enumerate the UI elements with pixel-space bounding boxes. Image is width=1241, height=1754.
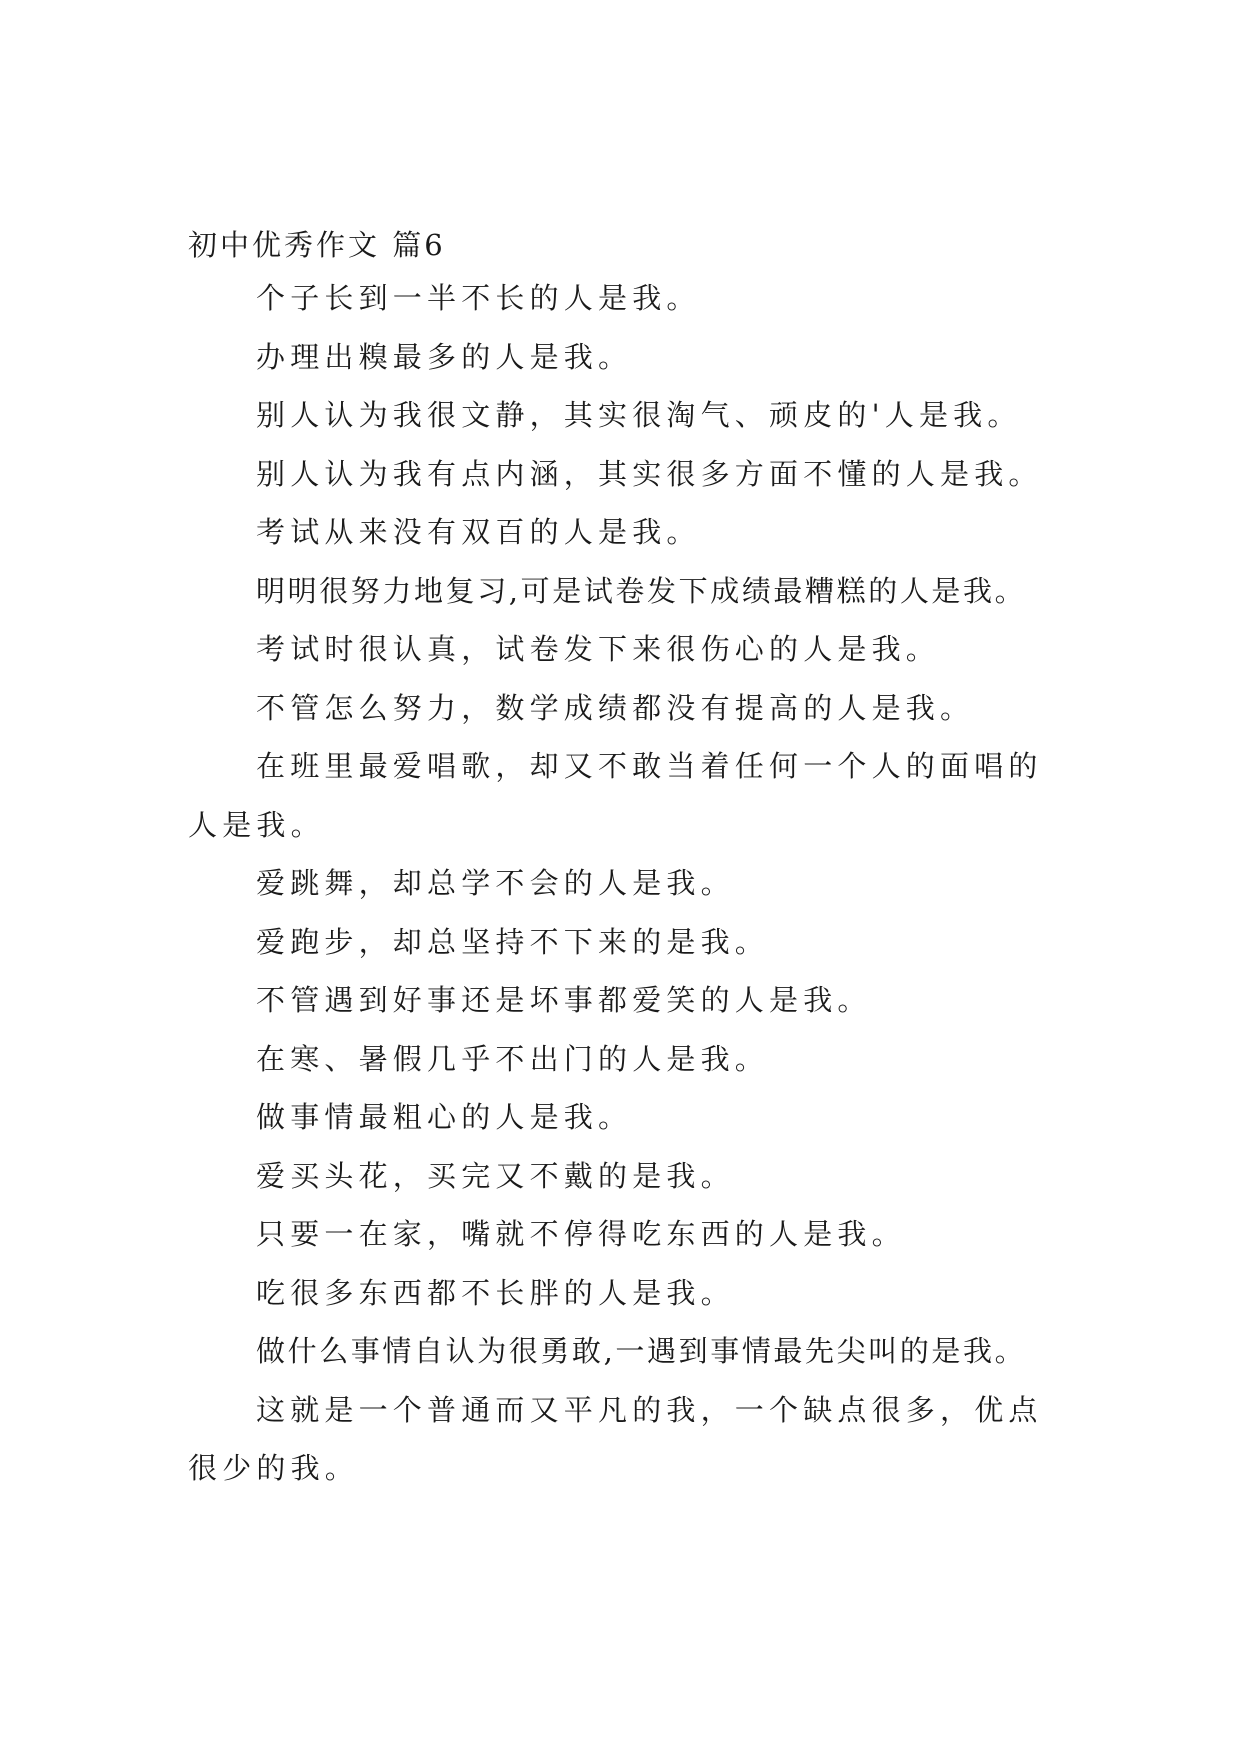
- paragraph: 在寒、暑假几乎不出门的人是我。: [256, 1041, 770, 1076]
- paragraph: 爱跑步，却总坚持不下来的是我。: [256, 924, 770, 959]
- paragraph: 在班里最爱唱歌，却又不敢当着任何一个人的面唱的人是我。: [188, 749, 1043, 842]
- paragraph: 个子长到一半不长的人是我。: [256, 281, 701, 315]
- paragraph: 明明很努力地复习,可是试卷发下成绩最糟糕的人是我。: [256, 573, 1027, 608]
- paragraph: 考试从来没有双百的人是我。: [256, 515, 701, 549]
- paragraph: 爱买头花，买完又不戴的是我。: [256, 1158, 735, 1193]
- paragraph: 别人认为我有点内涵，其实很多方面不懂的人是我。: [256, 456, 1043, 491]
- paragraph: 只要一在家，嘴就不停得吃东西的人是我。: [256, 1217, 906, 1251]
- essay-title: 初中优秀作文 篇6: [188, 228, 446, 262]
- paragraph: 考试时很认真，试卷发下来很伤心的人是我。: [256, 632, 941, 666]
- paragraph: 做事情最粗心的人是我。: [256, 1100, 633, 1134]
- paragraph: 别人认为我很文静，其实很淘气、顽皮的'人是我。: [256, 398, 1022, 432]
- paragraph: 不管遇到好事还是坏事都爱笑的人是我。: [256, 983, 872, 1017]
- paragraph: 这就是一个普通而又平凡的我，一个缺点很多，优点很少的我。: [188, 1392, 1043, 1485]
- paragraph: 不管怎么努力，数学成绩都没有提高的人是我。: [256, 690, 975, 725]
- paragraph: 吃很多东西都不长胖的人是我。: [256, 1275, 735, 1310]
- paragraph: 做什么事情自认为很勇敢,一遇到事情最先尖叫的是我。: [256, 1334, 1027, 1368]
- essay-body: [188, 222, 1058, 1498]
- paragraph: 爱跳舞，却总学不会的人是我。: [256, 866, 735, 900]
- paragraph: 办理出糗最多的人是我。: [256, 339, 633, 374]
